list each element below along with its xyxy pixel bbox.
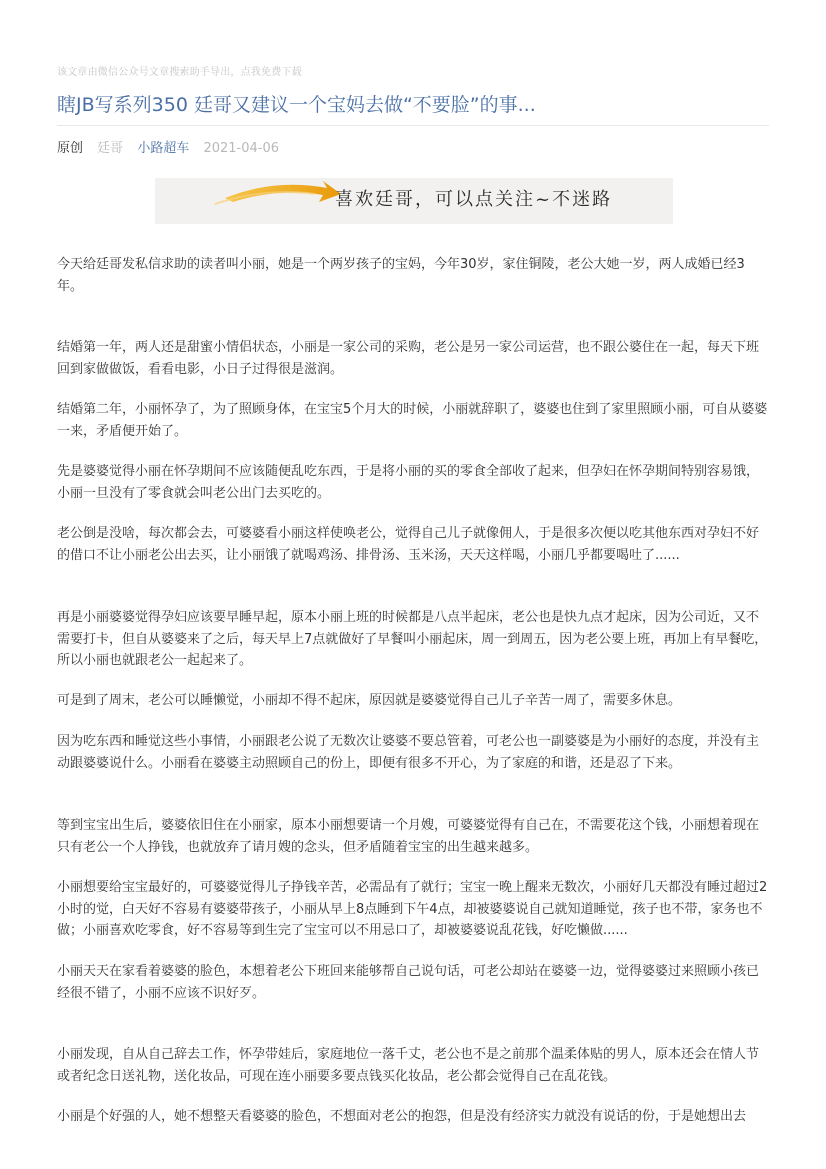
paragraph: 结婚第一年，两人还是甜蜜小情侣状态，小丽是一家公司的采购，老公是另一家公司运营，也不跟公婆住在一起，每天下班回到家做做饭，看看电影，小日子过得很是滋润。 xyxy=(57,340,760,377)
paragraph: 小丽发现，自从自己辞去工作，怀孕带娃后，家庭地位一落千丈，老公也不是之前那个温柔体贴的男人，原本还会在情人节或者纪念日送礼物，送化妆品，可现在连小丽要多要点钱买化妆品，老公都会觉得自己在乱花钱。 xyxy=(57,1047,760,1084)
paragraph: 小丽是个好强的人，她不想整天看婆婆的脸色，不想面对老公的抱怨，但是没有经济实力就没有说话的份，于是她想出去 xyxy=(57,1109,747,1124)
paragraph: 结婚第二年，小丽怀孕了，为了照顾身体，在宝宝5个月大的时候，小丽就辞职了，婆婆也住到了家里照顾小丽，可自从婆婆一来，矛盾便开始了。 xyxy=(57,402,768,439)
author-name: 廷哥 xyxy=(97,141,124,156)
paragraph: 小丽想要给宝宝最好的，可婆婆觉得儿子挣钱辛苦，必需品有了就行；宝宝一晚上醒来无数次，小丽好几天都没有睡过超过2小时的觉，白天好不容易有婆婆带孩子，小丽从早上8点睡到下午4点，却被婆婆说自己就知道睡觉，孩子也不带，家务也不做；小丽喜欢吃零食，好不容易等到生完了宝宝可以不用忌口了，却被婆婆说乱花钱，好吃懒做...... xyxy=(57,880,768,938)
follow-banner xyxy=(155,178,673,224)
paragraph: 老公倒是没啥，每次都会去，可婆婆看小丽这样使唤老公，觉得自己儿子就像佣人，于是很多次便以吃其他东西对孕妇不好的借口不让小丽老公出去买，让小丽饿了就喝鸡汤、排骨汤、玉米汤，天天这样喝，小丽几乎都要喝吐了...... xyxy=(57,526,760,563)
paragraph: 等到宝宝出生后，婆婆依旧住在小丽家，原本小丽想要请一个月嫂，可婆婆觉得有自己在，不需要花这个钱，小丽想着现在只有老公一个人挣钱，也就放弃了请月嫂的念头，但矛盾随着宝宝的出生越来越多。 xyxy=(57,818,760,855)
paragraph: 可是到了周末，老公可以睡懒觉，小丽却不得不起床，原因就是婆婆觉得自己儿子辛苦一周了，需要多休息。 xyxy=(57,693,682,708)
banner-text: 喜欢廷哥，可以点关注~不迷路 xyxy=(335,189,613,210)
article-title: 瞎JB写系列350 廷哥又建议一个宝妈去做“不要脸”的事... xyxy=(57,94,536,116)
paragraph: 今天给廷哥发私信求助的读者叫小丽，她是一个两岁孩子的宝妈，今年30岁，家住铜陵，老公大她一岁，两人成婚已经3年。 xyxy=(57,257,745,294)
title-divider xyxy=(57,125,769,126)
paragraph: 小丽天天在家看着婆婆的脸色，本想着老公下班回来能够帮自己说句话，可老公却站在婆婆一边，觉得婆婆过来照顾小孩已经很不错了，小丽不应该不识好歹。 xyxy=(57,964,760,1001)
export-notice-link[interactable]: 该文章由微信公众号文章搜索助手导出，点我免费下载 xyxy=(57,67,302,78)
article-meta xyxy=(57,139,289,159)
paragraph: 因为吃东西和睡觉这些小事情，小丽跟老公说了无数次让婆婆不要总管着，可老公也一副婆婆是为小丽好的态度，并没有主动跟婆婆说什么。小丽看在婆婆主动照顾自己的份上，即便有很多不开心，为了家庭的和谐，还是忍了下来。 xyxy=(57,734,760,771)
original-tag: 原创 xyxy=(57,141,84,156)
account-link[interactable]: 小路超车 xyxy=(137,141,190,156)
paragraph: 再是小丽婆婆觉得孕妇应该要早睡早起，原本小丽上班的时候都是八点半起床，老公也是快九点才起床，因为公司近，又不需要打卡，但自从婆婆来了之后，每天早上7点就做好了早餐叫小丽起床，周一到周五，因为老公要上班，再加上有早餐吃，所以小丽也就跟老公一起起来了。 xyxy=(57,610,768,668)
paragraph: 先是婆婆觉得小丽在怀孕期间不应该随便乱吃东西，于是将小丽的买的零食全部收了起来，但孕妇在怀孕期间特别容易饿，小丽一旦没有了零食就会叫老公出门去买吃的。 xyxy=(57,464,760,501)
publish-date: 2021-04-06 xyxy=(203,141,280,156)
